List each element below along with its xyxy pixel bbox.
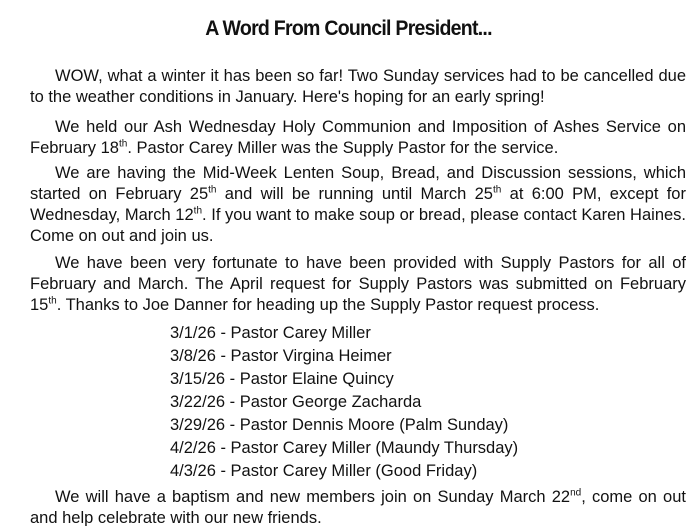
paragraph-winter-text: WOW, what a winter it has been so far! Two Sunday services had to be cancelled due to the weather conditions in January. Here's hoping for an early spring! [30, 67, 686, 106]
paragraph-supply-text-a: We have been very fortunate to have been provided with Supply Pastors for all of February and March. The April request for Supply Pastors was submitted on February 15 [30, 254, 686, 314]
page-title: A Word From Council President... [205, 17, 492, 40]
paragraph-lenten-sessions [30, 163, 686, 247]
schedule-item: 3/15/26 - Pastor Elaine Quincy [170, 370, 394, 388]
paragraph-lenten-text-b: and will be running until March 25 [216, 185, 493, 203]
schedule-item: 3/1/26 - Pastor Carey Miller [170, 324, 371, 342]
schedule-item: 4/2/26 - Pastor Carey Miller (Maundy Thursday) [170, 439, 519, 457]
ordinal-suffix: th [193, 205, 203, 217]
ordinal-suffix: nd [570, 487, 582, 499]
ordinal-suffix: th [208, 184, 217, 196]
paragraph-ash-wednesday-text-a: We held our Ash Wednesday Holy Communion and Imposition of Ashes Service on February 18 [30, 118, 686, 157]
paragraph-winter [30, 66, 686, 108]
paragraph-lenten-text-c: at 6:00 PM, except for Wednesday, March 12 [30, 185, 686, 224]
schedule-item: 3/22/26 - Pastor George Zacharda [170, 393, 422, 411]
paragraph-baptism-text-a: We will have a baptism and new members join on Sunday March 22 [55, 488, 571, 506]
supply-pastor-schedule [170, 322, 518, 483]
schedule-item: 3/29/26 - Pastor Dennis Moore (Palm Sunday) [170, 416, 509, 434]
paragraph-baptism-text-b: , come on out and help celebrate with our new friends. [30, 488, 686, 526]
paragraph-lenten-text-d: . If you want to make soup or bread, please contact Karen Haines. Come on out and join us. [30, 206, 687, 245]
paragraph-ash-wednesday [30, 117, 686, 159]
paragraph-baptism [30, 487, 686, 526]
ordinal-suffix: th [118, 138, 128, 150]
ordinal-suffix: th [48, 295, 57, 307]
paragraph-supply-pastors [30, 253, 686, 316]
schedule-item: 3/8/26 - Pastor Virgina Heimer [170, 347, 392, 365]
paragraph-lenten-text-a: We are having the Mid-Week Lenten Soup, Bread, and Discussion sessions, which started on February 25 [30, 164, 686, 203]
paragraph-ash-wednesday-text-b: . Pastor Carey Miller was the Supply Pastor for the service. [127, 139, 559, 157]
ordinal-suffix: th [492, 184, 502, 196]
paragraph-supply-text-b: . Thanks to Joe Danner for heading up the Supply Pastor request process. [56, 296, 600, 314]
schedule-item: 4/3/26 - Pastor Carey Miller (Good Friday) [170, 462, 478, 480]
